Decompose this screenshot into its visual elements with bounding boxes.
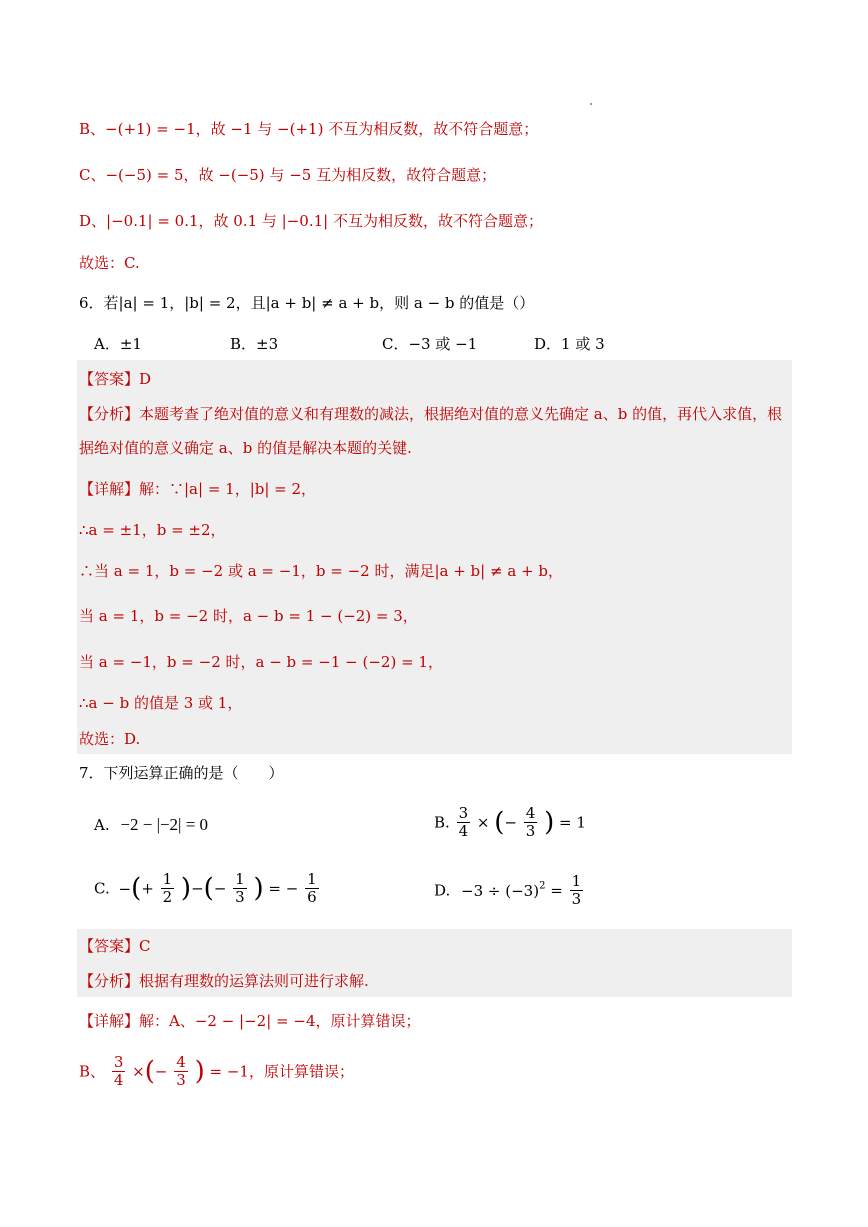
q6-option-d: D．1 或 3 (534, 335, 605, 353)
q7-option-d-expr: −3 ÷ (−3) (461, 881, 540, 900)
solution-line-c: C、−(−5) = 5，故 −(−5) 与 −5 互为相反数，故符合题意； (79, 166, 497, 184)
q7-option-c: C. −(+ $\frac{1}{2}$ )−(− $\frac{1}{3}$ ) = − $\frac{1}{6}$ (94, 870, 317, 906)
q7-option-a-label: A. (94, 816, 110, 834)
q7-option-b-tail: = 1 (559, 813, 586, 832)
q7-option-a (94, 814, 208, 836)
q6-detail-line4: 当 a = 1，b = −2 时，a − b = 1 − (−2) = 3， (79, 607, 418, 625)
q7-option-c-frac3: $\frac{1}{6}$ (307, 870, 317, 906)
question-6: 6．若|a| = 1，|b| = 2，且|a + b| ≠ a + b，则 a − b 的值是（） (79, 294, 535, 312)
q6-option-b: B．±3 (230, 335, 279, 353)
q6-analysis-line2: 据绝对值的意义确定 a、b 的值是解决本题的关键. (79, 439, 412, 457)
q6-option-a: A．±1 (94, 335, 142, 353)
q7-option-d-frac: $\frac{1}{3}$ (571, 872, 582, 908)
q7-option-d-label: D. (434, 881, 451, 900)
q6-detail-line1: 【详解】解：∵|a| = 1，|b| = 2， (79, 480, 317, 498)
q7-detail-a: 【详解】解：A、−2 − |−2| = −4，原计算错误； (79, 1012, 421, 1030)
q7-option-b-frac2: $\frac{4}{3}$ (525, 804, 536, 840)
q7-analysis: 【分析】根据有理数的运算法则可进行求解. (79, 972, 369, 990)
question-7: 7．下列运算正确的是（ ） (79, 764, 284, 782)
q7-option-a-expr: −2 − |−2| = 0 (120, 815, 209, 834)
q7-option-d: D. $-3 \div (-3)^2$ = $\frac{1}{3}$ (434, 872, 582, 908)
q7-option-b-times: × (476, 813, 490, 832)
q7-answer: 【答案】C (79, 937, 151, 955)
q7-detail-b: B、 $\frac{3}{4}$ ×(− $\frac{4}{3}$ ) = −1，原计算错误； (79, 1053, 354, 1089)
solution-line-b: B、−(+1) = −1，故 −1 与 −(+1) 不互为相反数，故不符合题意； (79, 120, 539, 138)
solution-line-d: D、|−0.1| = 0.1，故 0.1 与 |−0.1| 不互为相反数，故不符合题意； (79, 212, 543, 230)
scan-speck (590, 103, 592, 105)
q6-detail-line3: ∴当 a = 1，b = −2 或 a = −1，b = −2 时，满足|a + b| ≠ a + b， (79, 562, 563, 580)
q6-detail-line2: ∴a = ±1，b = ±2， (79, 521, 226, 539)
q7-option-b-frac1: $\frac{3}{4}$ (458, 804, 469, 840)
q7-detail-b-frac2: $\frac{4}{3}$ (176, 1053, 186, 1089)
q6-detail-line6: ∴a − b 的值是 3 或 1， (79, 694, 243, 712)
q7-option-b-label: B. (434, 813, 450, 832)
q7-option-b: B. $\frac{3}{4}$ × (− $\frac{4}{3}$ ) = 1 (434, 804, 586, 840)
q7-option-c-frac1: $\frac{1}{2}$ (162, 870, 173, 906)
q7-option-c-frac2: $\frac{1}{3}$ (235, 870, 245, 906)
q6-analysis-line1: 【分析】本题考查了绝对值的意义和有理数的减法，根据绝对值的意义先确定 a、b 的值，再代入求值，根 (79, 405, 783, 423)
q6-detail-line5: 当 a = −1，b = −2 时，a − b = −1 − (−2) = 1， (79, 653, 443, 671)
solution-choose: 故选：C. (79, 254, 140, 272)
q6-option-c: C．−3 或 −1 (382, 335, 478, 353)
q6-answer: 【答案】D (79, 370, 152, 388)
q7-detail-b-frac1: $\frac{3}{4}$ (113, 1053, 124, 1089)
q6-choose: 故选：D. (79, 730, 141, 748)
q7-option-c-label: C. (94, 879, 110, 898)
